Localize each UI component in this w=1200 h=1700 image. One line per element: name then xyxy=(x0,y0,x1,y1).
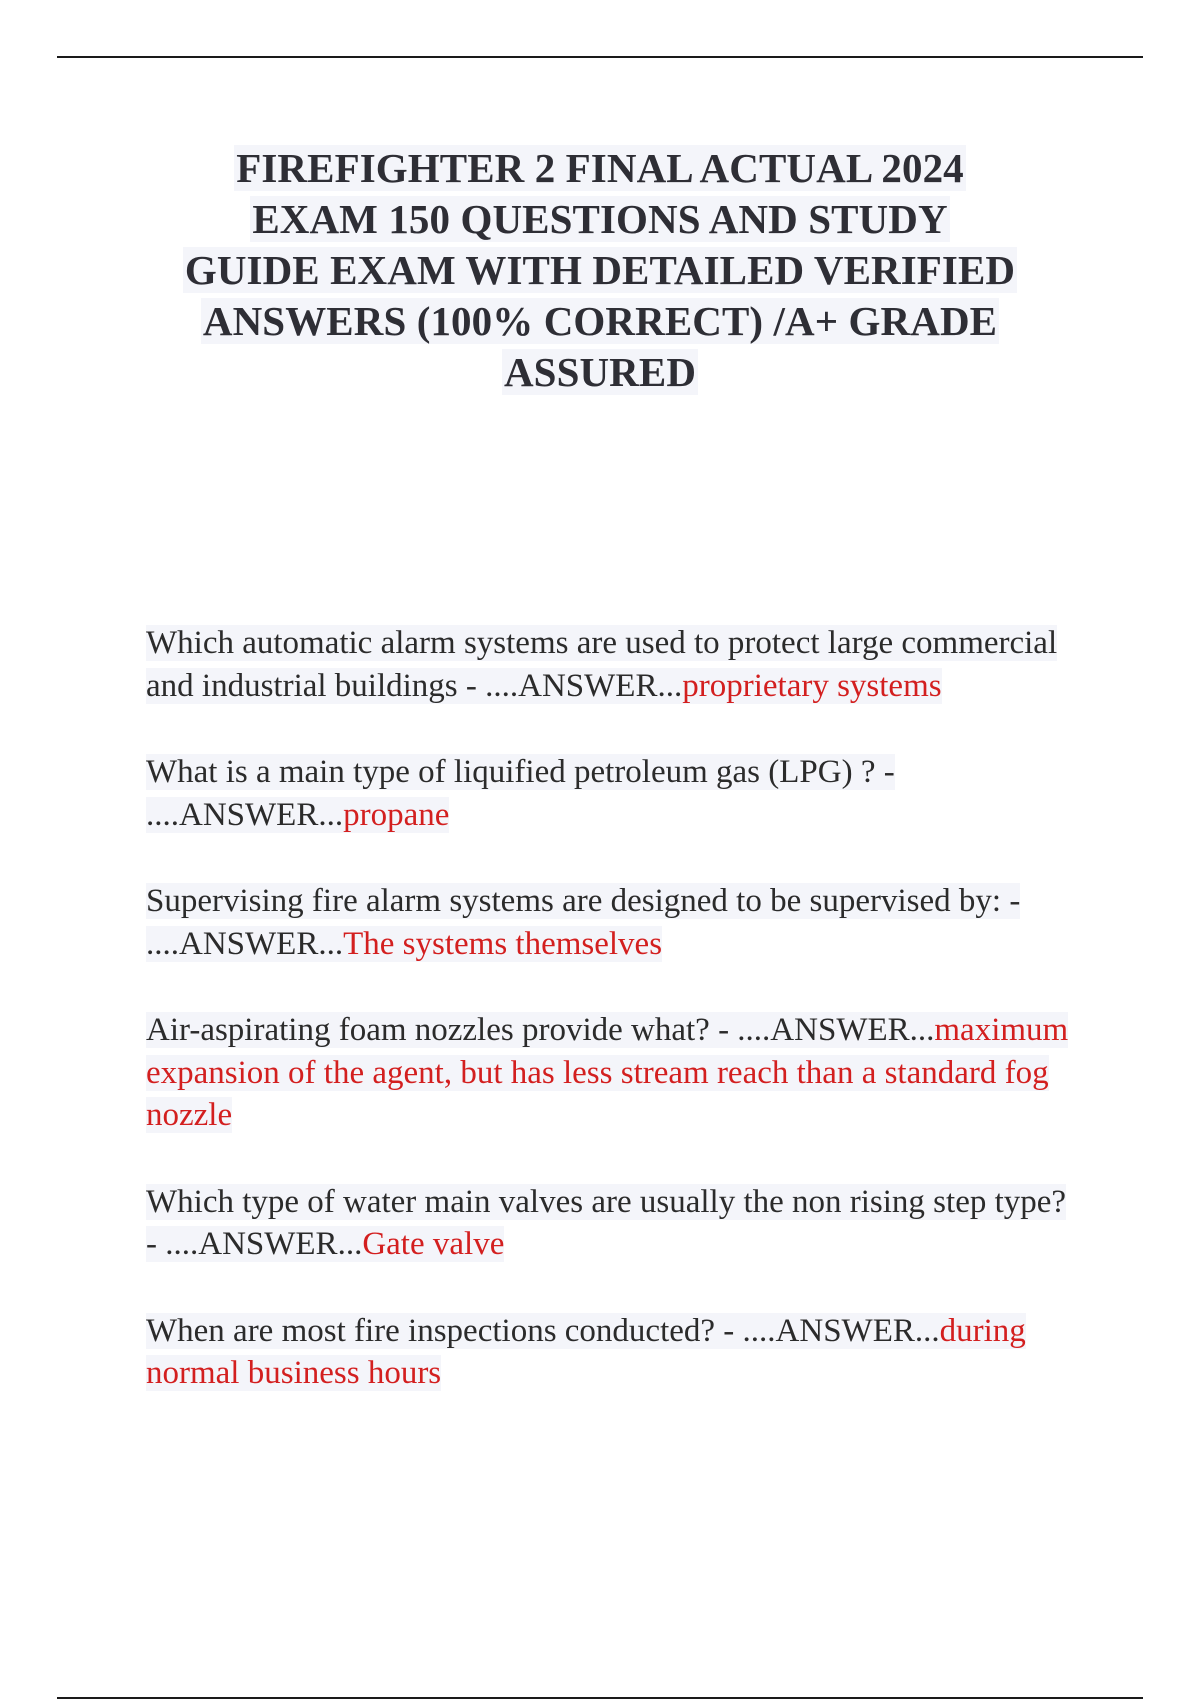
answer-prefix: - ....ANSWER... xyxy=(146,1226,363,1262)
question-item xyxy=(146,751,1076,836)
title-line: ANSWERS (100% CORRECT) /A+ GRADE xyxy=(202,298,998,344)
question-item xyxy=(146,880,1076,965)
title-line: ASSURED xyxy=(503,349,697,395)
document-title xyxy=(120,143,1080,398)
question-item xyxy=(146,622,1076,707)
answer-prefix: - ....ANSWER... xyxy=(715,1312,940,1349)
question-text: Which automatic alarm systems are used to protect large commercial and industrial buildings - ....ANSWER...proprietary systems xyxy=(146,625,1058,704)
title-line: EXAM 150 QUESTIONS AND STUDY xyxy=(252,196,948,242)
title-line: FIREFIGHTER 2 FINAL ACTUAL 2024 xyxy=(236,145,964,191)
answer-text: proprietary systems xyxy=(682,667,942,704)
answer-text: maximum expansion of the agent, but has less stream reach than a standard fog nozzle xyxy=(146,1012,1069,1133)
question-item xyxy=(146,1009,1076,1137)
question-text: Air-aspirating foam nozzles provide what? - ....ANSWER...maximum expansion of the agent, but has less stream reach than a standard fog nozzle xyxy=(146,1012,1069,1133)
bottom-rule xyxy=(57,1697,1143,1699)
title-line: GUIDE EXAM WITH DETAILED VERIFIED xyxy=(184,247,1016,293)
question-text: What is a main type of liquified petroleum gas (LPG) ? - ....ANSWER...propane xyxy=(146,754,895,833)
question-item xyxy=(146,1310,1076,1395)
answer-prefix: - ....ANSWER... xyxy=(146,754,895,833)
top-rule xyxy=(57,56,1143,58)
answer-prefix: - ....ANSWER... xyxy=(146,883,1021,962)
answer-prefix: - ....ANSWER... xyxy=(457,667,683,704)
question-list xyxy=(146,622,1076,1439)
answer-text: Gate valve xyxy=(362,1226,505,1262)
answer-text: propane xyxy=(343,796,450,833)
answer-text: The systems themselves xyxy=(343,925,663,962)
answer-text: during normal business hours xyxy=(146,1312,1026,1391)
question-text: When are most fire inspections conducted? - ....ANSWER...during normal business hours xyxy=(146,1312,1026,1391)
answer-prefix: - ....ANSWER... xyxy=(709,1012,935,1048)
question-item xyxy=(146,1181,1076,1266)
question-text: Supervising fire alarm systems are designed to be supervised by: - ....ANSWER...The systems themselves xyxy=(146,883,1021,962)
question-text: Which type of water main valves are usually the non rising step type? - ....ANSWER...Gate valve xyxy=(146,1183,1067,1262)
